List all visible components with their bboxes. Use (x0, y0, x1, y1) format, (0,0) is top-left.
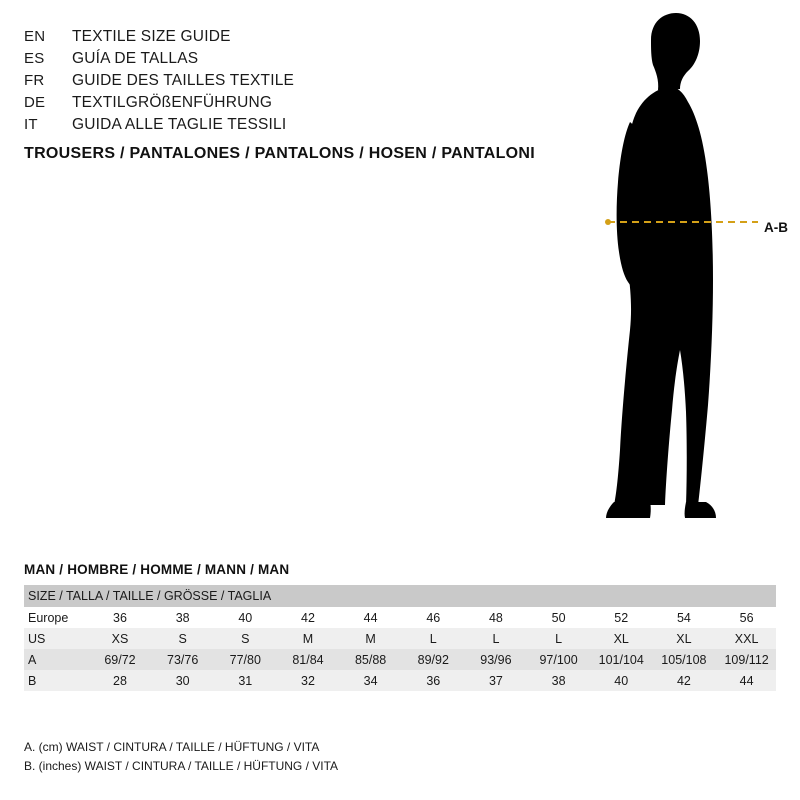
cell: 48 (488, 610, 503, 625)
cell: 32 (275, 670, 338, 691)
cell: 85/88 (337, 649, 400, 670)
size-table-section (24, 562, 776, 691)
table-row (24, 607, 776, 628)
cell: M (275, 628, 338, 649)
table-row (24, 628, 776, 649)
cell: 93/96 (463, 649, 526, 670)
cell: S (149, 628, 212, 649)
cell: 44 (713, 670, 776, 691)
cell: M (337, 628, 400, 649)
cell: S (212, 628, 275, 649)
cell: 36 (113, 610, 127, 625)
footnote-a: A. (cm) WAIST / CINTURA / TAILLE / HÜFTUNG / VITA (24, 740, 320, 754)
cell: 54 (676, 610, 691, 625)
cell: 36 (400, 670, 463, 691)
row-label: A (24, 649, 87, 670)
language-code: ES (24, 50, 45, 67)
cell: 105/108 (651, 649, 714, 670)
table-header-row (24, 585, 776, 607)
cell: 52 (614, 610, 629, 625)
language-code: DE (24, 94, 46, 111)
cell: 42 (301, 610, 315, 625)
cell: 81/84 (275, 649, 338, 670)
man-silhouette-icon (520, 10, 790, 530)
footnote-b: B. (inches) WAIST / CINTURA / TAILLE / HÜFTUNG / VITA (24, 759, 339, 773)
language-code: EN (24, 28, 46, 45)
language-list (24, 26, 544, 136)
cell: 34 (337, 670, 400, 691)
row-label: Europe (28, 610, 69, 625)
cell: 109/112 (713, 649, 776, 670)
figure-illustration (520, 10, 790, 530)
language-code: IT (24, 116, 38, 133)
row-label: B (24, 670, 87, 691)
table-row (24, 670, 776, 691)
cell: 40 (588, 670, 651, 691)
cell: 30 (149, 670, 212, 691)
cell: XXL (713, 628, 776, 649)
footnotes (24, 738, 338, 776)
language-text: TEXTILE SIZE GUIDE (72, 28, 231, 45)
cell: 50 (551, 610, 566, 625)
cell: 73/76 (149, 649, 212, 670)
language-text: GUÍA DE TALLAS (72, 50, 199, 67)
language-row (24, 114, 544, 136)
size-table (24, 585, 776, 691)
language-code: FR (24, 72, 45, 89)
table-row (24, 649, 776, 670)
cell: XL (588, 628, 651, 649)
cell: 38 (525, 670, 588, 691)
cell: XL (651, 628, 714, 649)
cell: 42 (651, 670, 714, 691)
language-text: GUIDE DES TAILLES TEXTILE (72, 72, 295, 89)
cell: 56 (739, 610, 754, 625)
cell: L (400, 628, 463, 649)
cell: 38 (175, 610, 190, 625)
language-row (24, 26, 544, 48)
language-text: GUIDA ALLE TAGLIE TESSILI (72, 116, 287, 133)
measure-label-ab: A-B (764, 220, 788, 235)
row-label: US (24, 628, 87, 649)
cell: 69/72 (87, 649, 150, 670)
cell: L (525, 628, 588, 649)
table-group-title: MAN / HOMBRE / HOMME / MANN / MAN (24, 562, 290, 577)
cell: 28 (87, 670, 150, 691)
cell: 44 (363, 610, 378, 625)
language-row (24, 70, 544, 92)
cell: 40 (238, 610, 253, 625)
garment-title: TROUSERS / PANTALONES / PANTALONS / HOSEN / PANTALONI (24, 145, 536, 162)
cell: 31 (212, 670, 275, 691)
cell: L (463, 628, 526, 649)
cell: 97/100 (525, 649, 588, 670)
cell: 101/104 (588, 649, 651, 670)
language-text: TEXTILGRÖßENFÜHRUNG (72, 94, 273, 111)
language-row (24, 48, 544, 70)
cell: 46 (426, 610, 441, 625)
table-header-title: SIZE / TALLA / TAILLE / GRÖSSE / TAGLIA (24, 585, 776, 607)
cell: 37 (463, 670, 526, 691)
language-row (24, 92, 544, 114)
cell: 89/92 (400, 649, 463, 670)
cell: 77/80 (212, 649, 275, 670)
cell: XS (87, 628, 150, 649)
